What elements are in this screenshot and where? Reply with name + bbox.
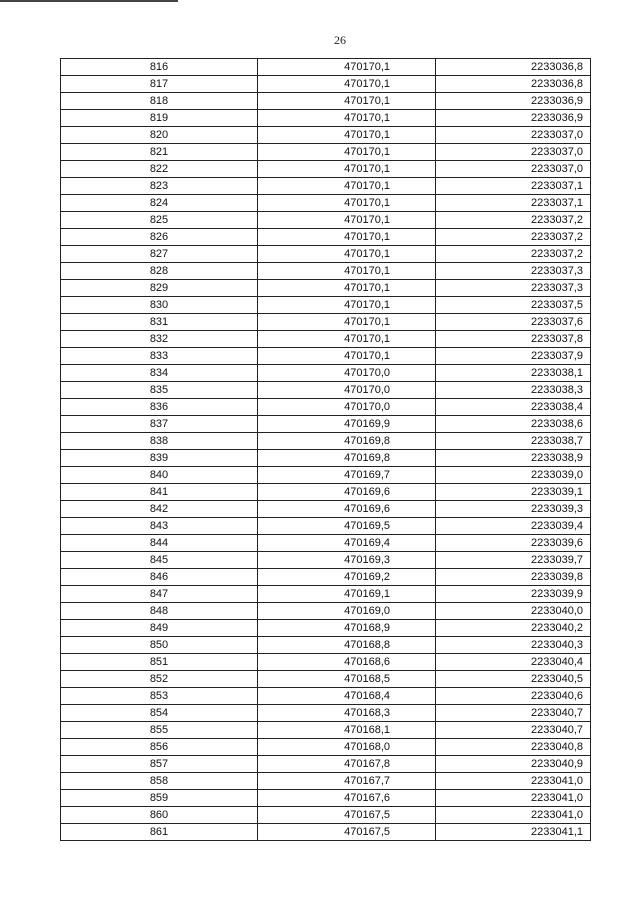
- x-coordinate-cell: 470167,6: [258, 790, 436, 807]
- point-number-cell: 854: [61, 705, 258, 722]
- x-coordinate-cell: 470170,1: [258, 76, 436, 93]
- point-number-cell: 829: [61, 280, 258, 297]
- y-coordinate-cell: 2233039,0: [436, 467, 591, 484]
- y-coordinate-cell: 2233036,9: [436, 110, 591, 127]
- table-row: [61, 484, 591, 501]
- y-coordinate-cell: 2233037,2: [436, 229, 591, 246]
- x-coordinate-cell: 470167,7: [258, 773, 436, 790]
- table-row: [61, 280, 591, 297]
- y-coordinate-cell: 2233036,8: [436, 76, 591, 93]
- table-row: [61, 195, 591, 212]
- table-row: [61, 654, 591, 671]
- point-number-cell: 847: [61, 586, 258, 603]
- point-number-cell: 817: [61, 76, 258, 93]
- y-coordinate-cell: 2233037,0: [436, 127, 591, 144]
- y-coordinate-cell: 2233040,0: [436, 603, 591, 620]
- table-row: [61, 569, 591, 586]
- table-row: [61, 127, 591, 144]
- point-number-cell: 853: [61, 688, 258, 705]
- point-number-cell: 832: [61, 331, 258, 348]
- y-coordinate-cell: 2233038,4: [436, 399, 591, 416]
- table-row: [61, 348, 591, 365]
- x-coordinate-cell: 470170,1: [258, 127, 436, 144]
- point-number-cell: 820: [61, 127, 258, 144]
- point-number-cell: 837: [61, 416, 258, 433]
- point-number-cell: 835: [61, 382, 258, 399]
- x-coordinate-cell: 470170,1: [258, 297, 436, 314]
- point-number-cell: 851: [61, 654, 258, 671]
- point-number-cell: 838: [61, 433, 258, 450]
- table-row: [61, 722, 591, 739]
- y-coordinate-cell: 2233036,9: [436, 93, 591, 110]
- table-row: [61, 144, 591, 161]
- x-coordinate-cell: 470170,1: [258, 59, 436, 76]
- table-row: [61, 416, 591, 433]
- point-number-cell: 846: [61, 569, 258, 586]
- x-coordinate-cell: 470169,3: [258, 552, 436, 569]
- point-number-cell: 828: [61, 263, 258, 280]
- x-coordinate-cell: 470170,1: [258, 93, 436, 110]
- point-number-cell: 816: [61, 59, 258, 76]
- point-number-cell: 850: [61, 637, 258, 654]
- y-coordinate-cell: 2233040,5: [436, 671, 591, 688]
- x-coordinate-cell: 470169,1: [258, 586, 436, 603]
- x-coordinate-cell: 470169,6: [258, 501, 436, 518]
- table-row: [61, 671, 591, 688]
- x-coordinate-cell: 470168,9: [258, 620, 436, 637]
- y-coordinate-cell: 2233038,7: [436, 433, 591, 450]
- table-row: [61, 637, 591, 654]
- y-coordinate-cell: 2233037,9: [436, 348, 591, 365]
- y-coordinate-cell: 2233039,8: [436, 569, 591, 586]
- x-coordinate-cell: 470170,1: [258, 110, 436, 127]
- x-coordinate-cell: 470170,1: [258, 314, 436, 331]
- point-number-cell: 818: [61, 93, 258, 110]
- table-row: [61, 790, 591, 807]
- x-coordinate-cell: 470168,5: [258, 671, 436, 688]
- x-coordinate-cell: 470170,1: [258, 229, 436, 246]
- x-coordinate-cell: 470168,0: [258, 739, 436, 756]
- x-coordinate-cell: 470169,7: [258, 467, 436, 484]
- x-coordinate-cell: 470170,1: [258, 144, 436, 161]
- y-coordinate-cell: 2233037,3: [436, 263, 591, 280]
- table-row: [61, 212, 591, 229]
- point-number-cell: 839: [61, 450, 258, 467]
- x-coordinate-cell: 470170,1: [258, 246, 436, 263]
- y-coordinate-cell: 2233038,1: [436, 365, 591, 382]
- table-row: [61, 620, 591, 637]
- point-number-cell: 848: [61, 603, 258, 620]
- point-number-cell: 845: [61, 552, 258, 569]
- x-coordinate-cell: 470170,1: [258, 212, 436, 229]
- x-coordinate-cell: 470170,1: [258, 178, 436, 195]
- x-coordinate-cell: 470170,1: [258, 263, 436, 280]
- y-coordinate-cell: 2233037,5: [436, 297, 591, 314]
- x-coordinate-cell: 470170,1: [258, 331, 436, 348]
- table-row: [61, 756, 591, 773]
- point-number-cell: 849: [61, 620, 258, 637]
- y-coordinate-cell: 2233037,2: [436, 246, 591, 263]
- x-coordinate-cell: 470169,9: [258, 416, 436, 433]
- y-coordinate-cell: 2233039,3: [436, 501, 591, 518]
- coordinates-table: [60, 58, 591, 841]
- table-row: [61, 705, 591, 722]
- y-coordinate-cell: 2233041,1: [436, 824, 591, 841]
- x-coordinate-cell: 470168,1: [258, 722, 436, 739]
- x-coordinate-cell: 470169,8: [258, 450, 436, 467]
- table-row: [61, 59, 591, 76]
- table-row: [61, 688, 591, 705]
- table-row: [61, 518, 591, 535]
- table-row: [61, 161, 591, 178]
- y-coordinate-cell: 2233036,8: [436, 59, 591, 76]
- table-row: [61, 110, 591, 127]
- table-row: [61, 807, 591, 824]
- x-coordinate-cell: 470169,6: [258, 484, 436, 501]
- x-coordinate-cell: 470170,1: [258, 348, 436, 365]
- table-row: [61, 552, 591, 569]
- y-coordinate-cell: 2233038,3: [436, 382, 591, 399]
- x-coordinate-cell: 470170,0: [258, 399, 436, 416]
- point-number-cell: 823: [61, 178, 258, 195]
- point-number-cell: 857: [61, 756, 258, 773]
- table-row: [61, 773, 591, 790]
- x-coordinate-cell: 470170,1: [258, 195, 436, 212]
- table-row: [61, 229, 591, 246]
- table-row: [61, 586, 591, 603]
- x-coordinate-cell: 470169,2: [258, 569, 436, 586]
- point-number-cell: 821: [61, 144, 258, 161]
- y-coordinate-cell: 2233039,4: [436, 518, 591, 535]
- y-coordinate-cell: 2233040,4: [436, 654, 591, 671]
- y-coordinate-cell: 2233040,8: [436, 739, 591, 756]
- point-number-cell: 826: [61, 229, 258, 246]
- x-coordinate-cell: 470167,8: [258, 756, 436, 773]
- x-coordinate-cell: 470167,5: [258, 824, 436, 841]
- point-number-cell: 824: [61, 195, 258, 212]
- y-coordinate-cell: 2233039,7: [436, 552, 591, 569]
- point-number-cell: 859: [61, 790, 258, 807]
- y-coordinate-cell: 2233040,2: [436, 620, 591, 637]
- x-coordinate-cell: 470170,0: [258, 365, 436, 382]
- x-coordinate-cell: 470170,0: [258, 382, 436, 399]
- y-coordinate-cell: 2233037,3: [436, 280, 591, 297]
- point-number-cell: 830: [61, 297, 258, 314]
- y-coordinate-cell: 2233040,3: [436, 637, 591, 654]
- y-coordinate-cell: 2233037,2: [436, 212, 591, 229]
- table-row: [61, 76, 591, 93]
- y-coordinate-cell: 2233038,6: [436, 416, 591, 433]
- y-coordinate-cell: 2233041,0: [436, 773, 591, 790]
- y-coordinate-cell: 2233041,0: [436, 790, 591, 807]
- y-coordinate-cell: 2233039,6: [436, 535, 591, 552]
- table-row: [61, 501, 591, 518]
- y-coordinate-cell: 2233037,8: [436, 331, 591, 348]
- point-number-cell: 822: [61, 161, 258, 178]
- table-row: [61, 739, 591, 756]
- point-number-cell: 861: [61, 824, 258, 841]
- table-row: [61, 382, 591, 399]
- point-number-cell: 841: [61, 484, 258, 501]
- table-row: [61, 93, 591, 110]
- coordinates-table-body: [61, 59, 591, 841]
- table-row: [61, 178, 591, 195]
- table-row: [61, 824, 591, 841]
- table-row: [61, 365, 591, 382]
- point-number-cell: 834: [61, 365, 258, 382]
- point-number-cell: 836: [61, 399, 258, 416]
- x-coordinate-cell: 470169,4: [258, 535, 436, 552]
- x-coordinate-cell: 470169,8: [258, 433, 436, 450]
- y-coordinate-cell: 2233037,6: [436, 314, 591, 331]
- table-row: [61, 535, 591, 552]
- table-row: [61, 399, 591, 416]
- x-coordinate-cell: 470168,4: [258, 688, 436, 705]
- y-coordinate-cell: 2233037,1: [436, 178, 591, 195]
- x-coordinate-cell: 470170,1: [258, 161, 436, 178]
- x-coordinate-cell: 470169,5: [258, 518, 436, 535]
- table-row: [61, 433, 591, 450]
- point-number-cell: 825: [61, 212, 258, 229]
- table-row: [61, 297, 591, 314]
- y-coordinate-cell: 2233040,9: [436, 756, 591, 773]
- point-number-cell: 852: [61, 671, 258, 688]
- y-coordinate-cell: 2233037,1: [436, 195, 591, 212]
- y-coordinate-cell: 2233037,0: [436, 144, 591, 161]
- y-coordinate-cell: 2233040,6: [436, 688, 591, 705]
- point-number-cell: 855: [61, 722, 258, 739]
- x-coordinate-cell: 470168,8: [258, 637, 436, 654]
- point-number-cell: 842: [61, 501, 258, 518]
- table-row: [61, 603, 591, 620]
- page-number: 26: [334, 33, 346, 47]
- y-coordinate-cell: 2233039,1: [436, 484, 591, 501]
- point-number-cell: 844: [61, 535, 258, 552]
- point-number-cell: 860: [61, 807, 258, 824]
- point-number-cell: 840: [61, 467, 258, 484]
- y-coordinate-cell: 2233041,0: [436, 807, 591, 824]
- scan-edge-mark: [0, 0, 178, 2]
- y-coordinate-cell: 2233038,9: [436, 450, 591, 467]
- table-row: [61, 314, 591, 331]
- table-row: [61, 331, 591, 348]
- y-coordinate-cell: 2233040,7: [436, 705, 591, 722]
- table-row: [61, 467, 591, 484]
- point-number-cell: 831: [61, 314, 258, 331]
- table-row: [61, 450, 591, 467]
- x-coordinate-cell: 470168,3: [258, 705, 436, 722]
- x-coordinate-cell: 470170,1: [258, 280, 436, 297]
- point-number-cell: 858: [61, 773, 258, 790]
- point-number-cell: 856: [61, 739, 258, 756]
- point-number-cell: 827: [61, 246, 258, 263]
- x-coordinate-cell: 470167,5: [258, 807, 436, 824]
- point-number-cell: 833: [61, 348, 258, 365]
- point-number-cell: 843: [61, 518, 258, 535]
- x-coordinate-cell: 470169,0: [258, 603, 436, 620]
- y-coordinate-cell: 2233039,9: [436, 586, 591, 603]
- table-row: [61, 263, 591, 280]
- table-row: [61, 246, 591, 263]
- point-number-cell: 819: [61, 110, 258, 127]
- x-coordinate-cell: 470168,6: [258, 654, 436, 671]
- y-coordinate-cell: 2233040,7: [436, 722, 591, 739]
- y-coordinate-cell: 2233037,0: [436, 161, 591, 178]
